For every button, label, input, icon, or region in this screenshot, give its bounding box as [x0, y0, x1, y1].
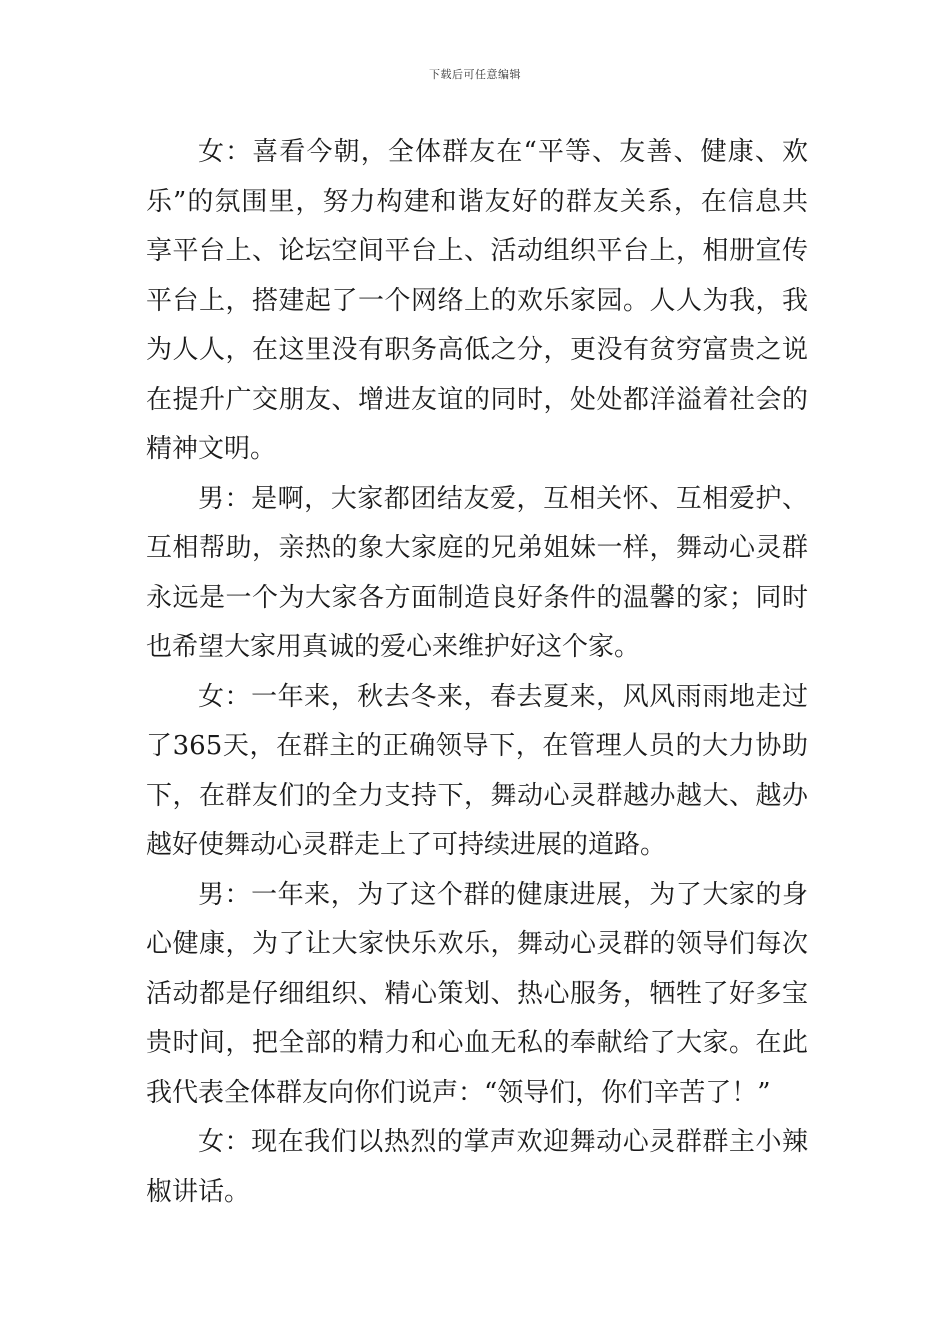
paragraph-male-unity: 男：是啊，大家都团结友爱，互相关怀、互相爱护、互相帮助，亲热的象大家庭的兄弟姐妹一样，舞动心灵群永远是一个为大家各方面制造良好条件的温馨的家；同时也希望大家用真诚的爱心来维护好这个家。 [146, 483, 808, 662]
paragraph-female-year-review: 女：一年来，秋去冬来，春去夏来，风风雨雨地走过了365天，在群主的正确领导下，在管理人员的大力协助下，在群友们的全力支持下，舞动心灵群越办越大、越办越好使舞动心灵群走上了可持续进展的道路。 [146, 681, 808, 860]
paragraph-male-thanks: 男：一年来，为了这个群的健康进展，为了大家的身心健康，为了让大家快乐欢乐，舞动心灵群的领导们每次活动都是仔细组织、精心策划、热心服务，牺牲了好多宝贵时间，把全部的精力和心血无私的奉献给了大家。在此我代表全体群友向你们说声：“领导们，你们辛苦了！” [146, 879, 808, 1108]
paragraph-female-invite-speech: 女：现在我们以热烈的掌声欢迎舞动心灵群群主小辣椒讲话。 [146, 1127, 808, 1207]
document-body [146, 128, 808, 1217]
paragraph-female-opening: 女：喜看今朝，全体群友在“平等、友善、健康、欢乐”的氛围里，努力构建和谐友好的群友关系，在信息共享平台上、论坛空间平台上、活动组织平台上，相册宣传平台上，搭建起了一个网络上的欢乐家园。人人为我，我为人人，在这里没有职务高低之分，更没有贫穷富贵之说在提升广交朋友、增进友谊的同时，处处都洋溢着社会的精神文明。 [146, 137, 808, 464]
page-header: 下载后可任意编辑 [429, 68, 521, 81]
